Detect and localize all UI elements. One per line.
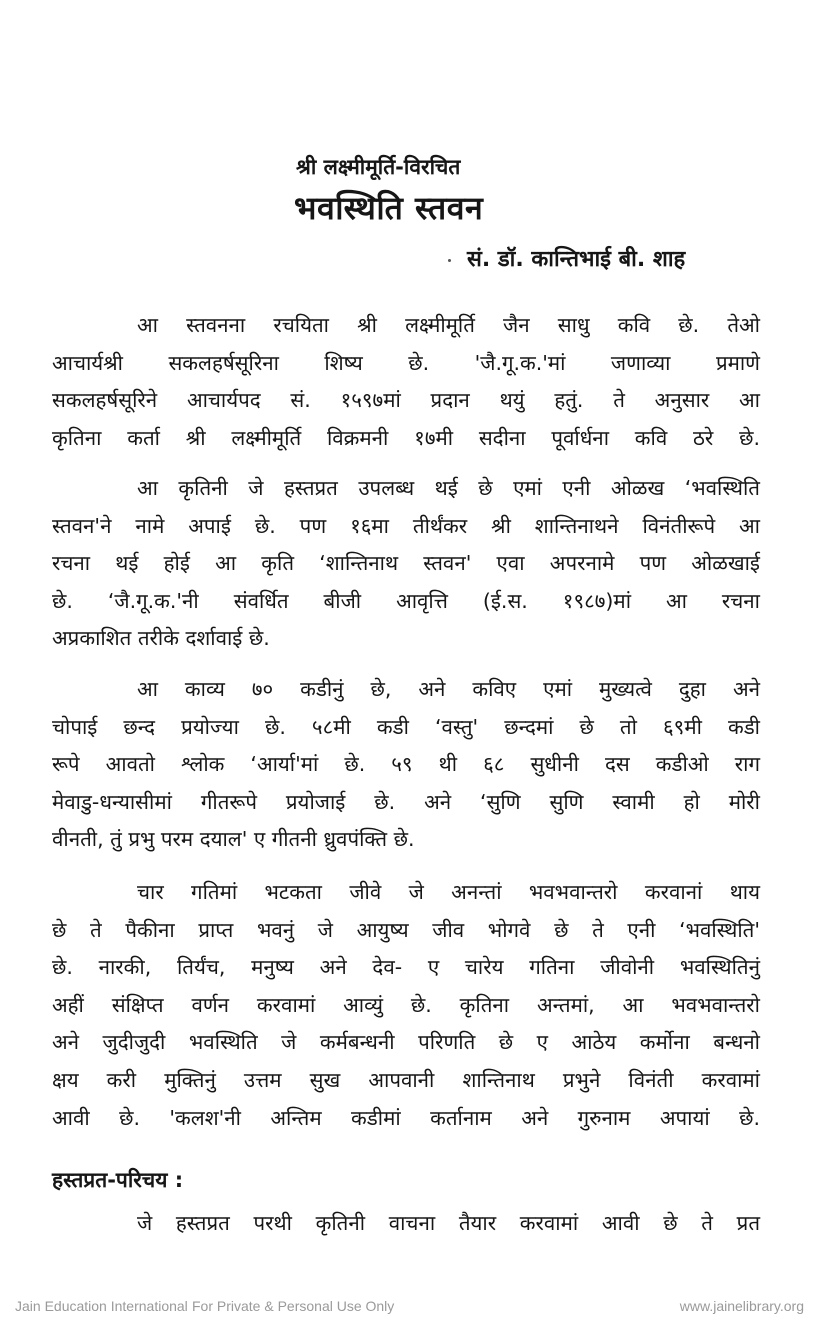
- text-line: छे. ‘जै.गू.क.'नी संवर्धित बीजी आवृत्ति (ई.स. १९८७)मां आ रचना: [52, 588, 760, 613]
- footer-website-link[interactable]: www.jainelibrary.org: [679, 1298, 804, 1314]
- text-line: रचना थई होई आ कृति ‘शान्तिनाथ स्तवन' एवा अपरनामे पण ओळखाई: [52, 551, 760, 576]
- paragraph-3: [52, 671, 760, 859]
- text-line: चार गतिमां भटकता जीवे जे अनन्तां भवभवान्तरो करवानां थाय: [137, 880, 760, 904]
- text-line: आवी छे. 'कलश'नी अन्तिम कडीमां कर्तानाम अने गुरुनाम अपायां छे.: [52, 1105, 760, 1130]
- author-line: [448, 243, 685, 277]
- text-line: छे ते पैकीना प्राप्त भवनुं जे आयुष्य जीव भोगवे छे ते एनी ‘भवस्थिति': [52, 917, 760, 942]
- text-line: आ कृतिनी जे हस्तप्रत उपलब्ध थई छे एमां एनी ओळख ‘भवस्थिति: [137, 476, 760, 500]
- text-line: छे. नारकी, तिर्यंच, मनुष्य अने देव- ए चारेय गतिना जीवोनी भवस्थितिनुं: [52, 955, 760, 980]
- text-line: आचार्यश्री सकलहर्षसूरिना शिष्य छे. 'जै.गू.क.'मां जणाव्या प्रमाणे: [52, 350, 760, 375]
- subtitle: श्री लक्ष्मीमूर्ति-विरचित: [296, 155, 461, 179]
- paragraph-4: [52, 874, 760, 1137]
- paragraph-1: [52, 307, 760, 457]
- closing-paragraph: [52, 1205, 760, 1243]
- footer-publisher: Jain Education International: [15, 1298, 188, 1314]
- page-title: भवस्थिति स्तवन: [294, 189, 484, 227]
- text-line: आ स्तवनना रचयिता श्री लक्ष्मीमूर्ति जैन साधु कवि छे. तेओ: [137, 313, 760, 337]
- text-line: स्तवन'ने नामे अपाई छे. पण १६मा तीर्थंकर श्री शान्तिनाथने विनंतीरूपे आ: [52, 513, 760, 538]
- text-line: जे हस्तप्रत परथी कृतिनी वाचना तैयार करवामां आवी छे ते प्रत: [137, 1211, 760, 1235]
- author-name: सं. डॉ. कान्तिभाई बी. शाह: [467, 247, 686, 272]
- text-line: अप्रकाशित तरीके दर्शावाई छे.: [52, 626, 270, 651]
- text-line: क्षय करी मुक्तिनुं उत्तम सुख आपवानी शान्तिनाथ प्रभुने विनंती करवामां: [52, 1067, 760, 1092]
- text-line: सकलहर्षसूरिने आचार्यपद सं. १५९७मां प्रदान थयुं हतुं. ते अनुसार आ: [52, 388, 760, 413]
- footer-usage-note: For Private & Personal Use Only: [192, 1298, 395, 1314]
- section-heading: हस्तप्रत-परिचय :: [52, 1168, 184, 1192]
- stray-dot: [448, 259, 451, 262]
- paragraph-2: [52, 470, 760, 658]
- text-line: रूपे आवतो श्लोक ‘आर्या'मां छे. ५९ थी ६८ सुधीनी दस कडीओ राग: [52, 752, 760, 777]
- text-line: वीनती, तुं प्रभु परम दयाल' ए गीतनी ध्रुवपंक्ति छे.: [52, 827, 415, 852]
- text-line: कृतिना कर्ता श्री लक्ष्मीमूर्ति विक्रमनी १७मी सदीना पूर्वार्धना कवि ठरे छे.: [52, 425, 760, 450]
- text-line: अहीं संक्षिप्त वर्णन करवामां आव्युं छे. कृतिना अन्तमां, आ भवभवान्तरो: [52, 992, 760, 1017]
- text-line: अने जुदीजुदी भवस्थिति जे कर्मबन्धनी परिणति छे ए आठेय कर्मोना बन्धनो: [52, 1030, 760, 1055]
- text-line: आ काव्य ७० कडीनुं छे, अने कविए एमां मुख्यत्वे दुहा अने: [137, 677, 760, 701]
- text-line: चोपाई छन्द प्रयोज्या छे. ५८मी कडी ‘वस्तु' छन्दमां छे तो ६९मी कडी: [52, 714, 760, 739]
- text-line: मेवाडु-धन्यासीमां गीतरूपे प्रयोजाई छे. अने ‘सुणि सुणि स्वामी हो मोरी: [52, 789, 760, 814]
